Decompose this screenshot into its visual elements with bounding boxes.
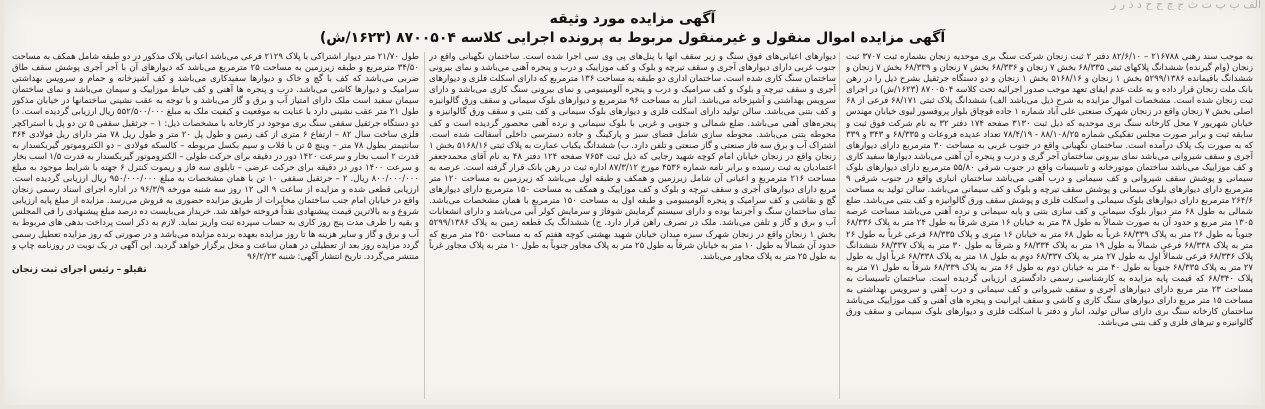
- column-left-text: طول ۲۱/۷۰ متر دیوار اشتراکی با پلاک ۲۱۲۹ فرعی می‌باشد اعیانی پلاک مذکور در دو طبقه شامل همکف به مساحت ۳۴/۵۰ مترمربع و طبقه زیرزمین به مساحت ۲۵ مترمربع می‌باشد که دیوارهای آن با آجر آجری پوشش سقف طاق ضربی می‌باشد که کف با گچ و خاک و دیوارها سفیدکاری می‌باشد و کف آشپزخانه و حمام و سرویس بهداشتی سرامیک و دیوارها کاشی می‌باشد. درب و پنجره ها آهنی و کف حیاط موزاییک و سیمان می‌باشد و نمای ساختمان سیمان سفید است ملک دارای امتیاز آب و برق و گاز می‌باشد و با توجه به عقب نشینی ساختمانها در خیابان مذکور طول ۲۱ متر عقب نشینی دارد با عنایت به موقعیت و کیفیت ملک به مبلغ ۵۵۲/۵۰۰/۰۰۰ ریال ارزیابی گردیده است. د) دو دستگاه جرثقیل سقفی سنگ بری موجود در کارخانه با مشخصات ذیل: ۱ – جرثقیل سقفی ۵ تن دو پل با استراکچر فلزی ساخت سال ۸۲ – ارتفاع ۶ متری از کف زمین و طول پل ۲۰ متر و طول ریل ۷۸ متر دارای ریل فولادی ۳۶۴ سانتیمتر بطول ۷۸ متر – وینچ ۵ تن با قلاب و سیم بکسل مربوطه – کالسکه فولادی – دو الکتروموتور گیربکسدار به قدرت ۲ اسب بخار و سرعت ۱۴۲۰ دور در دقیقه برای حرکت طولی – الکتروموتور گیربکسدار به قدرت ۱/۵ اسب بخار و سرعت ۱۴۰۰ دور در دقیقه برای حرکت عرضی – تابلوی سه فاز و ریموت کنترل ۶ جهته با شرایط موجود به مبلغ ۸۰۰/۰۰۰/۰۰۰ ریال. ۲ – جرثقیل سقفی ۱۰ تن با همان مشخصات به مبلغ ۹۵۰/۰۰۰/۰۰۰ ریال ارزیابی گردیده است. ارزیابی قطعی شده و مزایده از ساعت ۹ الی ۱۲ روز سه شنبه مورخه ۹۶/۳/۹ در اداره اجرای اسناد رسمی زنجان واقع در خیابان امام جنب ساختمان مخابرات از طریق مزایده حضوری به فروش می‌رسد. مزایده از مبلغ پایه ارزیابی شروع و به بالاترین قیمت پیشنهادی نقداً فروخته خواهد شد. خریدار می‌بایست ده درصد مبلغ پیشنهادی را فی المجلس و بقیه را ظرف مدت پنج روز کاری به حساب سپرده ثبت واریز نماید. لازم به ذکر است پرداخت بدهی های مربوط به آب و برق و گاز و سایر هزینه ها تا روز مزایده بعهده برنده مزایده می‌باشد و در صورتی که روز مزایده تعطیل رسمی گردد مزایده روز بعد از تعطیلی در همان ساعت و محل برگزار خواهد گردید. این آگهی در یک نوبت در روزنامه چاپ و منتشر می‌گردد. تاریخ انتشار آگهی: شنبه ۹۶/۲/۲۳: [12, 52, 419, 262]
- notice-body: [12, 52, 1253, 401]
- notice-title: آگهی مزایده مورد وثیقه: [549, 11, 716, 27]
- column-left: [12, 52, 419, 401]
- column-middle: [429, 52, 836, 401]
- column-middle-text: دیوارهای اعیانی‌های فوق سنگ و زیر سقف آنها با پنل‌های پی وی سی اجرا شده است. ساختمان نگهبانی واقع در جنوب غربی دارای دیوارهای آجری و سقف تیرچه و بلوک و کف موزاییک و درب و پنجره آهنی می‌باشد و نمای بیرونی ساختمان سنگ کاری شده است. ساختمان اداری دو طبقه به مساحت ۱۳۶ مترمربع که دارای اسکلت فلزی و دیوارهای آجری و سقف تیرچه و بلوک و کف سرامیک و درب و پنجره آلومینیومی و نمای بیرونی سنگ کاری می‌باشد و دارای سرویس بهداشتی و آشپزخانه می‌باشد. انبار به مساحت ۹۶ مترمربع و دیوارهای بلوک سیمانی و سقف ورق گالوانیزه و کف بتنی می‌باشد. سالن تولید دارای اسکلت فلزی و دیوارهای بلوک سیمانی و کف بتنی و سقف ورق گالوانیزه و پنجره‌های آهنی می‌باشد. ضلع شمالی و جنوبی و غربی با بلوک سیمانی و نرده آهنی محصور گردیده است و کف محوطه بتنی می‌باشد. محوطه سازی شامل فضای سبز و پارکینگ و جاده دسترسی داخلی آسفالت شده است. اشتراک آب و برق سه فاز صنعتی و گاز صنعتی و تلفن دارد. ب) ششدانگ یکباب عمارت به پلاک ثبتی ۵۱۶۸/۱۶ بخش ۱ زنجان واقع در زنجان خیابان امام کوچه شهید رجایی که ذیل ثبت ۷۶۵۴ صفحه ۱۲۴ دفتر ۴۸ به نام آقای محمدجعفر اعتمادیان به ثبت رسیده و برابر نامه شماره ۴۵۳۶ مورخ ۸۷/۳/۱۲ اداره ثبت در رهن بانک قرار گرفته است. عرصه به مساحت ۲۱۶ مترمربع و اعیانی آن شامل زیرزمین و همکف و طبقه اول می‌باشد که زیرزمین به مساحت ۱۲۰ متر مربع دارای دیوارهای آجری و سقف تیرچه و بلوک و کف موزاییک و همکف به مساحت ۱۵۰ مترمربع دارای دیوارهای گچ و نقاشی و کف سرامیک و پنجره آلومینیومی و طبقه اول به مساحت ۱۵۰ مترمربع با همان مشخصات می‌باشد. نمای ساختمان سنگ و آجرنما بوده و دارای سیستم گرمایش شوفاژ و سرمایش کولر آبی می‌باشد و دارای انشعابات آب و برق و گاز و تلفن می‌باشد. ملک در تصرف راهن قرار دارد. ج) ششدانگ یک قطعه زمین به پلاک ۵۲۹۹/۱۳۸۶ بخش ۱ زنجان واقع در زنجان شهرک سبزه میدان خیابان شهید بهشتی کوچه هفتم که به مساحت ۲۵۰ متر مربع که حدود آن شمالاً به طول ۱۰ متر به خیابان شرقاً به طول ۲۵ متر به پلاک مجاور جنوباً به طول ۱۰ متر به پلاک مجاور غرباً به طول ۲۵ متر به پلاک مجاور می‌باشد.: [429, 52, 836, 262]
- newspaper-clipping: [4, 0, 1261, 405]
- signature-line: تقیلو – رئیس اجرای ثبت زنجان: [12, 264, 147, 275]
- column-right: [846, 52, 1253, 401]
- cut-off-top-text: الف ب پ ت ث ج چ ح خ د ذ ر ز: [1111, 0, 1261, 10]
- column-right-text: به موجب سند رهنی ۲۱۶۷۸۸ – ۸۲/۶/۱۰ دفتر ۲ ثبت زنجان شرکت سنگ بری موحدیه زنجان بشماره ثبت ۳۷۰۷ ثبت زنجان (وام گیرنده) ششدانگ پلاکهای ثبتی ۶۸/۳۳۵ بخش ۷ زنجان و ۶۸/۳۳۶ بخش ۷ زنجان و ۶۸/۳۳۹ بخش ۷ زنجان و ششدانگ باقیمانده ۵۲۹۹/۱۳۸۶ بخش ۱ زنجان و ۵۱۶۸/۱۶ بخش ۱ زنجان و دو دستگاه جرثقیل بشرح ذیل را در رهن بانک ملت زنجان قرار داده و به علت عدم ایفای تعهد موجب صدور اجرائیه تحت کلاسه ۸۷۰۰۵۰۴ (۱۶۲۳/ش) در اجرای ثبت زنجان شده است. مشخصات اموال مزایده به شرح ذیل می‌باشد الف) ششدانگ پلاک ثبتی ۶۸/۱۷۱ فرعی از ۶۸ اصلی بخش ۷ زنجان واقع در زنجان شهرک صنعتی علی آباد شماره ۱ جاده قوچاق بلوار پروفسور لیوی خیابان مهندس خیابان شهریور ۷ محل کارخانه سنگ بری موحدیه که ذیل ثبت ۳۱۳۰ صفحه ۱۷۴ دفتر ۳۲ به نام شرکت فوق ثبت و سابقه ثبت و برابر صورت مجلس تفکیکی شماره ۸۸/۱۰۸/۲۵ - ۷۸/۴/۱۹ تعداد عدیده فروعات و ۶۸/۳۳۵ و ۳۴۳ و ۳۳۹ که به صورت یک پلاک درآمده است. ساختمان نگهبانی واقع در جنوب غربی به مساحت ۳۰ مترمربع دارای دیوارهای آجری و سقف شیروانی می‌باشد نمای بیرونی ساختمان آجر گری و درب و پنجره آن آهنی می‌باشد دیوارها سفید کاری و کف موزاییک می‌باشد ساختمان موتورخانه و تاسیسات واقع در جنوب شرقی ۵۵/۸۰ مترمربع دارای دیوارهای بلوک سیمانی و پوشش سقف شیروانی و کف سیمانی و درب آهنی می‌باشد ساختمان انباری واقع در جنوب شرقی ۹ مترمربع دارای دیوارهای بلوک سیمانی و پوشش سقف تیرچه و بلوک و کف سیمانی می‌باشد. سالن تولید به مساحت ۲۶۴/۶ مترمربع دارای دیوارهای بلوک سیمانی و اسکلت فلزی و پوشش سقف ورق گالوانیزه و کف بتنی می‌باشد. ضلع شمالی به طول ۶۸ متر دیوار بلوک سیمانی و کف سازی بتنی و پایه سیمانی و نرده آهنی می‌باشد مساحت عرصه ۱۳۰۵ متر مربع و حدود آن به صورت شمالاً به طول ۳۸ متر به خیابان ۱۶ متری شرقاً به طول ۲۴ متر به پلاک ۶۸/۳۳۶ جنوباً به طول ۲۶ متر به پلاک ۶۸/۳۳۹ غرباً به طول ۶۸ متر به خیابان ۱۶ متری و پلاک ۶۸/۳۳۵ فرعی غرباً به طول ۲۶ متر به پلاک ۶۸/۳۳۸ فرعی شمالاً به طول ۱۹ متر به پلاک ۶۸/۳۳۴ و شرقاً به طول ۳۰ متر به پلاک ۶۸/۳۳۷ ششدانگ پلاک ۶۸/۳۳۶ فرعی شمالاً اول به طول ۲۷ متر به پلاک ۶۸/۳۳۷ دوم به طول ۱۸ متر به پلاک ۶۸/۳۳۸ غرباً اول به طول ۲۷ متر به پلاک ۶۸/۳۳۵ جنوباً به طول ۴۰ متر به خیابان دوم به طول ۶۶ متر به پلاک ۶۸/۳۳۹ شرقاً به طول ۷۱ متر به پلاک ۶۸/۳۴۰ که قیمت پایه مزایده به کارشناسی رسمی دادگستری ارزیابی گردیده است. ساختمان تاسیسات به مساحت ۲۳ متر مربع دارای دیوارهای آجری و سقف شیروانی و کف سیمانی و درب آهنی و سرویس بهداشتی به مساحت ۱۵ متر مربع دارای دیوارهای سنگ کاری و کاشی و سقف ایرانیت و پنجره های آهنی و کف موزاییک می‌باشد ساختمان کارخانه سنگ بری دارای سالن تولید، انبار و دفتر با اسکلت فلزی و دیوارهای بلوک سیمانی و سقف ورق گالوانیزه و تیرهای فلزی و کف بتنی می‌باشد.: [846, 52, 1253, 329]
- notice-subtitle: آگهی مزایده اموال منقول و غیرمنقول مربوط به پرونده اجرایی کلاسه ۸۷۰۰۵۰۴ (۱۶۲۳/ش): [319, 30, 946, 46]
- column-divider-left: [424, 52, 425, 399]
- column-divider-right: [839, 52, 840, 399]
